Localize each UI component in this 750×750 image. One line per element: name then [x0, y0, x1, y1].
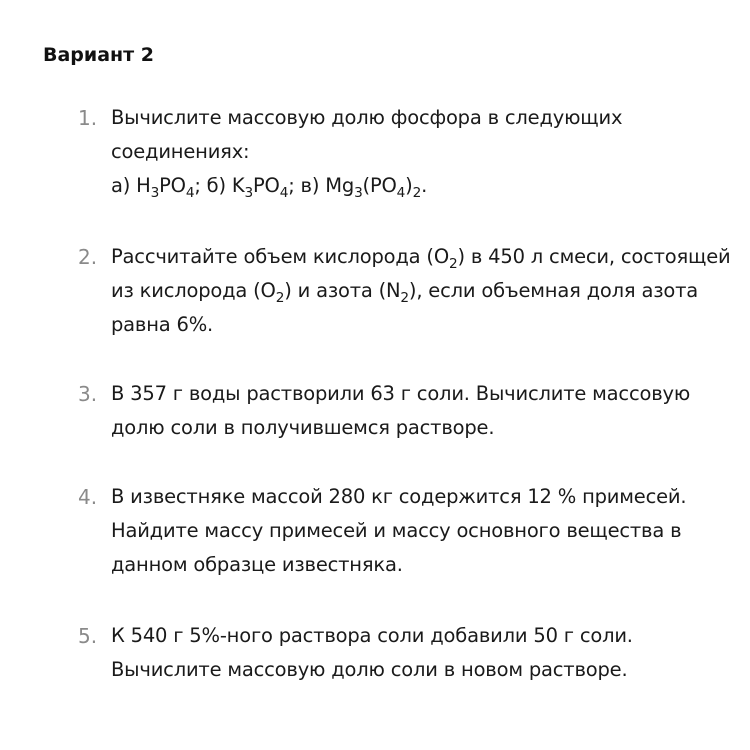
- task-text: [111, 377, 747, 445]
- task-number: 3.: [78, 382, 98, 406]
- task-line: из кислорода $(O_2)$ и азота $(N_2)$, если объемная доля азота: [111, 279, 698, 306]
- formula-line: а) $H_3PO_4$; б) $K_3PO_4$; в) $Mg_3(PO_4)_2$.: [111, 174, 428, 201]
- task-text: [111, 619, 747, 687]
- variant-heading: Вариант 2: [43, 44, 155, 66]
- task-line: В 357 г воды растворили 63 г соли. Вычислите массовую: [111, 382, 691, 405]
- task-text: [111, 240, 747, 342]
- task-number: 5.: [78, 624, 98, 648]
- task-line: В известняке массой 280 кг содержится 12 % примесей.: [111, 485, 687, 508]
- task-line: данном образце известняка.: [111, 553, 403, 576]
- task-line: долю соли в получившемся растворе.: [111, 416, 495, 439]
- task-line: Вычислите массовую долю соли в новом растворе.: [111, 658, 628, 681]
- task-number: 1.: [78, 106, 98, 130]
- task-line: Вычислите массовую долю фосфора в следующих: [111, 106, 623, 129]
- task-line: Рассчитайте объем кислорода $(O_2)$ в 450 л смеси, состоящей: [111, 245, 731, 272]
- task-line: К 540 г 5%-ного раствора соли добавили 50 г соли.: [111, 624, 633, 647]
- task-line: Найдите массу примесей и массу основного вещества в: [111, 519, 682, 542]
- task-line: равна 6%.: [111, 313, 214, 336]
- task-line: соединениях:: [111, 140, 250, 163]
- task-text: [111, 480, 747, 582]
- task-number: 4.: [78, 485, 98, 509]
- task-number: 2.: [78, 245, 98, 269]
- task-text: [111, 101, 747, 203]
